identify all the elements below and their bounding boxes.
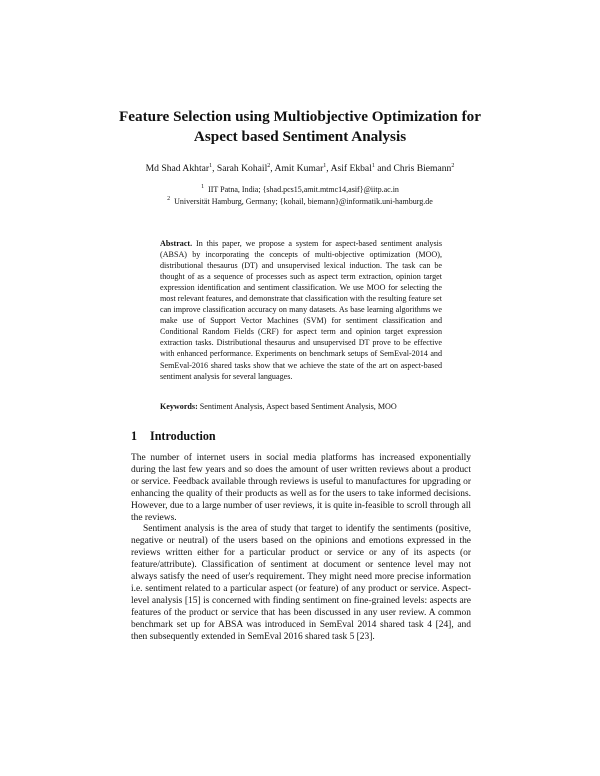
affiliation-text: IIT Patna, India; {shad.pcs15,amit.mtmc14,asif}@iitp.ac.in [208,185,399,194]
keywords [160,401,442,412]
author: Md Shad Akhtar [145,163,210,174]
section-heading [131,428,216,444]
paper-title [0,107,600,147]
affiliation-2 [0,196,600,208]
author: Asif Ekbal [330,163,372,174]
author: Sarah Kohail [216,163,268,174]
author-separator: , [270,163,275,174]
author: Amit Kumar [274,163,324,174]
author-affiliation-mark: 1 [371,163,375,169]
paragraph-2: Sentiment analysis is the area of study that target to identify the sentiments (positive, negative or neutral) of the users based on the opinions and emotions expressed in the reviews written either for a particular product or service or any of its aspects (or feature/attribute). Classification of sentiment at document or sentence level may not always satisfy the need of user's requirement. They might need more precise information i.e. sentiment related to a particular aspect (or feature) of any product or service. Aspect-level analysis [15] is concerned with finding sentiment on fine-grained levels: aspects are features of the product or service that has been discussed in any user review. A common benchmark set up for ABSA was introduced in SemEval 2014 shared task 4 [24], and then subsequently extended in SemEval 2016 shared task 5 [23]. [131,524,471,642]
author-affiliation-mark: 1 [209,163,213,169]
affiliation-mark: 2 [167,196,171,202]
section-title: Introduction [150,429,216,443]
author: Chris Biemann [393,163,452,174]
title-line-1: Feature Selection using Multiobjective Optimization for [118,108,482,125]
author-affiliation-mark: 1 [323,163,327,169]
author-list [0,163,600,175]
abstract-label: Abstract. [160,239,193,248]
affiliation-mark: 1 [201,184,205,190]
affiliation-text: Universität Hamburg, Germany; {kohail, biemann}@informatik.uni-hamburg.de [174,197,433,206]
affiliation-1 [0,184,600,196]
affiliations [0,184,600,208]
abstract-text: In this paper, we propose a system for aspect-based sentiment analysis (ABSA) by incorporating the concepts of multi-objective optimization (MOO), distributional thesaurus (DT) and unsupervised lexical induction. The task can be thought of as a sequence of processes such as aspect term extraction, opinion target expression identification and sentiment classification. We use MOO for selecting the most relevant features, and demonstrate that classification with the resulting feature set can improve classification accuracy on many datasets. As base learning algorithms we make use of Support Vector Machines (SVM) for sentiment classification and Conditional Random Fields (CRF) for aspect term and opinion target expression extraction tasks. Distributional thesaurus and unsupervised DT prove to be effective with enhanced performance. Experiments on benchmark setups of SemEval-2014 and SemEval-2016 shared tasks show that we achieve the state of the art on aspect-based sentiment analysis for several languages. [160,239,442,381]
author-affiliation-mark: 2 [267,163,271,169]
author-separator: and [374,163,394,174]
keywords-label: Keywords: [160,402,198,411]
title-line-2: Aspect based Sentiment Analysis [193,128,407,145]
author-affiliation-mark: 2 [451,163,455,169]
paragraph-1: The number of internet users in social media platforms has increased exponentially during the last few years and so does the amount of user written reviews about a product or service. Feedback available through reviews is useful to manufactures for upgrading or enhancing the quality of their products as well as for the users to take informed decisions. However, due to a large number of user reviews, it is quite in-feasible to scroll through all the reviews. [131,453,471,523]
keywords-text: Sentiment Analysis, Aspect based Sentiment Analysis, MOO [199,402,397,411]
section-number: 1 [131,429,138,443]
abstract [160,238,442,382]
section-body [131,453,471,644]
author-separator: , [212,163,217,174]
author-separator: , [326,163,331,174]
